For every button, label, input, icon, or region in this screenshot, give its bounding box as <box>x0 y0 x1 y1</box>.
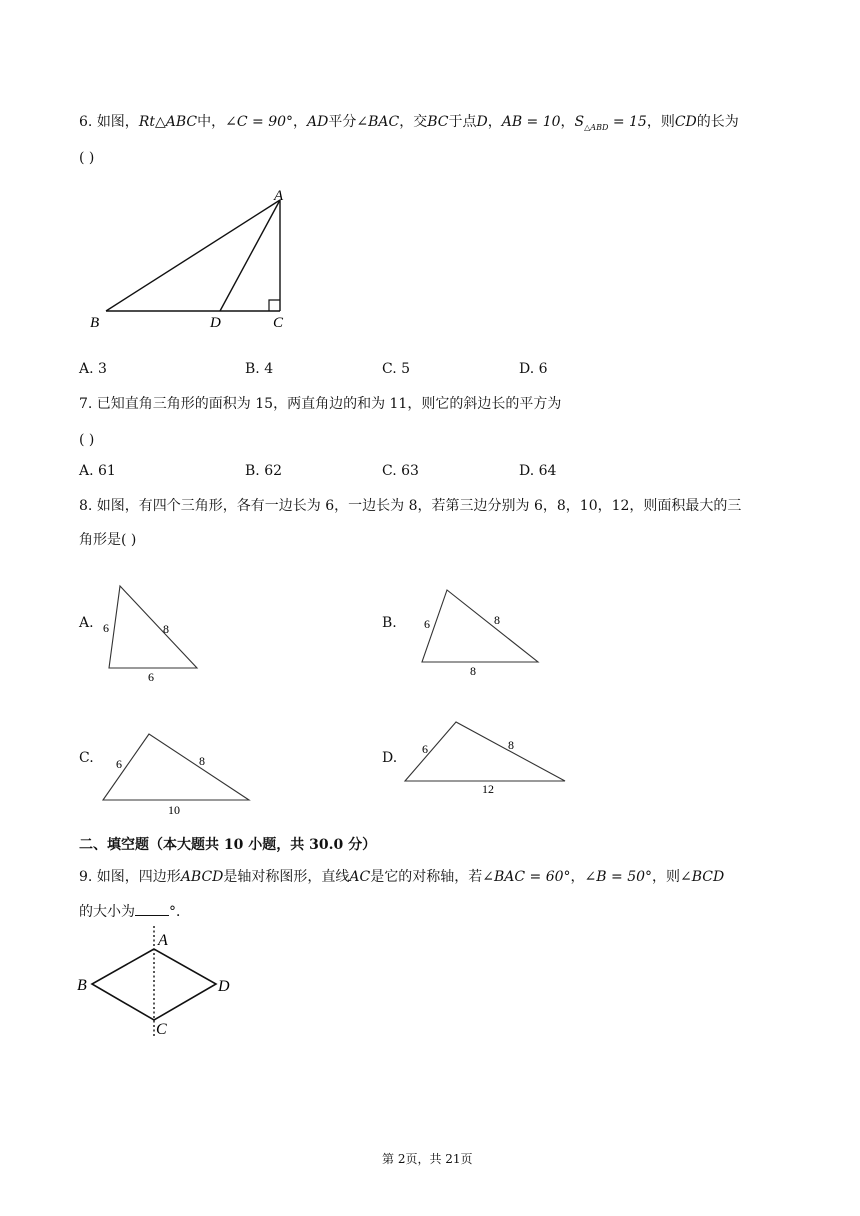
q6-option-d: D. 6 <box>519 361 548 377</box>
vertex-label-b: B <box>90 315 100 331</box>
side-label-left: 6 <box>422 742 428 756</box>
q7-stem: 7. 已知直角三角形的面积为 15，两直角边的和为 11，则它的斜边长的平方为 <box>79 396 562 412</box>
vertex-label-d: D <box>210 315 221 331</box>
q7-option-b: B. 62 <box>245 463 283 479</box>
text: 平分 <box>328 114 357 130</box>
math-subscript: △ABD <box>584 122 609 132</box>
q8-triangle-b <box>410 580 550 680</box>
text: ， <box>570 869 585 885</box>
vertex-label-c: C <box>156 1021 167 1038</box>
math: AC <box>349 869 371 885</box>
vertex-label-a: A <box>274 188 284 204</box>
triangle-shape <box>405 722 565 781</box>
side-label-left: 6 <box>424 617 430 631</box>
text: ， <box>560 114 575 130</box>
question-number: 6. <box>79 114 93 130</box>
text: ， <box>293 114 308 130</box>
side-label-bottom: 10 <box>168 803 180 817</box>
q8-option-d-label: D. <box>382 750 398 766</box>
math: ∠B = 50° <box>584 869 653 885</box>
q9-stem-line1 <box>79 867 724 887</box>
triangle-shape <box>109 586 197 668</box>
text: 9. 如图，四边形 <box>79 869 181 885</box>
side-label-left: 6 <box>116 757 122 771</box>
q6-triangle-figure <box>80 180 310 335</box>
text: 是轴对称图形，直线 <box>223 869 350 885</box>
math: AD <box>307 114 329 130</box>
q8-triangle-a <box>95 580 215 690</box>
text: 的大小为 <box>79 904 135 920</box>
q9-rhombus-figure <box>74 922 244 1040</box>
vertex-label-a: A <box>158 932 168 949</box>
side-label-right: 8 <box>199 754 205 768</box>
q6-option-a: A. 3 <box>79 361 107 377</box>
side-label-right: 8 <box>508 738 514 752</box>
math: CD <box>674 114 697 130</box>
q8-option-a-label: A. <box>79 615 94 631</box>
section-heading-fill-in: 二、填空题（本大题共 10 小题，共 30.0 分） <box>79 837 377 853</box>
math: ABCD <box>180 869 224 885</box>
text: 于点 <box>448 114 477 130</box>
math: AB = 10 <box>501 114 561 130</box>
answer-blank[interactable] <box>135 903 169 916</box>
vertex-label-d: D <box>218 978 230 995</box>
triangle-shape <box>103 734 249 800</box>
text: ，则 <box>646 114 675 130</box>
side-label-bottom: 8 <box>470 664 476 678</box>
q7-option-c: C. 63 <box>382 463 419 479</box>
text: ， <box>487 114 502 130</box>
side-label-bottom: 12 <box>482 782 494 796</box>
q8-stem-line2: 角形是( ) <box>79 532 137 548</box>
math: ∠BCD <box>680 869 725 885</box>
side-label-left: 6 <box>103 621 109 635</box>
text: 是它的对称轴，若 <box>370 869 483 885</box>
math: ∠BAC = 60° <box>482 869 571 885</box>
vertex-label-b: B <box>77 977 87 994</box>
math: = 15 <box>608 114 647 130</box>
q6-option-b: B. 4 <box>245 361 274 377</box>
text: ，交 <box>399 114 428 130</box>
q9-stem-line2 <box>79 902 190 922</box>
right-angle-mark <box>269 300 280 311</box>
q7-option-d: D. 64 <box>519 463 557 479</box>
side-label-bottom: 6 <box>148 670 154 684</box>
vertex-label-c: C <box>273 315 284 331</box>
side-label-right: 8 <box>163 622 169 636</box>
math: Rt△ABC <box>138 114 198 130</box>
triangle-shape <box>422 590 538 662</box>
math: S <box>574 114 585 130</box>
text: 中， <box>197 114 226 130</box>
segment-ab <box>106 200 280 311</box>
q6-stem <box>79 112 739 138</box>
page-footer: 第 2页，共 21页 <box>382 1152 473 1166</box>
text: 如图， <box>96 114 139 130</box>
q6-option-c: C. 5 <box>382 361 411 377</box>
q8-triangle-d <box>398 715 573 800</box>
math: ∠C = 90° <box>225 114 294 130</box>
math: D <box>476 114 488 130</box>
math: ∠BAC <box>356 114 400 130</box>
math: BC <box>427 114 449 130</box>
q7-option-a: A. 61 <box>79 463 116 479</box>
text: 的长为 <box>696 114 739 130</box>
text: ，则 <box>652 869 681 885</box>
q8-triangle-c <box>95 725 260 820</box>
q7-paren: ( ) <box>79 432 95 448</box>
q6-paren: ( ) <box>79 150 95 166</box>
q8-option-b-label: B. <box>382 615 397 631</box>
q8-option-c-label: C. <box>79 750 94 766</box>
text: °． <box>169 904 190 920</box>
side-label-right: 8 <box>494 613 500 627</box>
segment-ad <box>220 200 280 311</box>
q8-stem-line1: 8. 如图，有四个三角形，各有一边长为 6，一边长为 8，若第三边分别为 6，8，10，12，则面积最大的三 <box>79 498 742 514</box>
